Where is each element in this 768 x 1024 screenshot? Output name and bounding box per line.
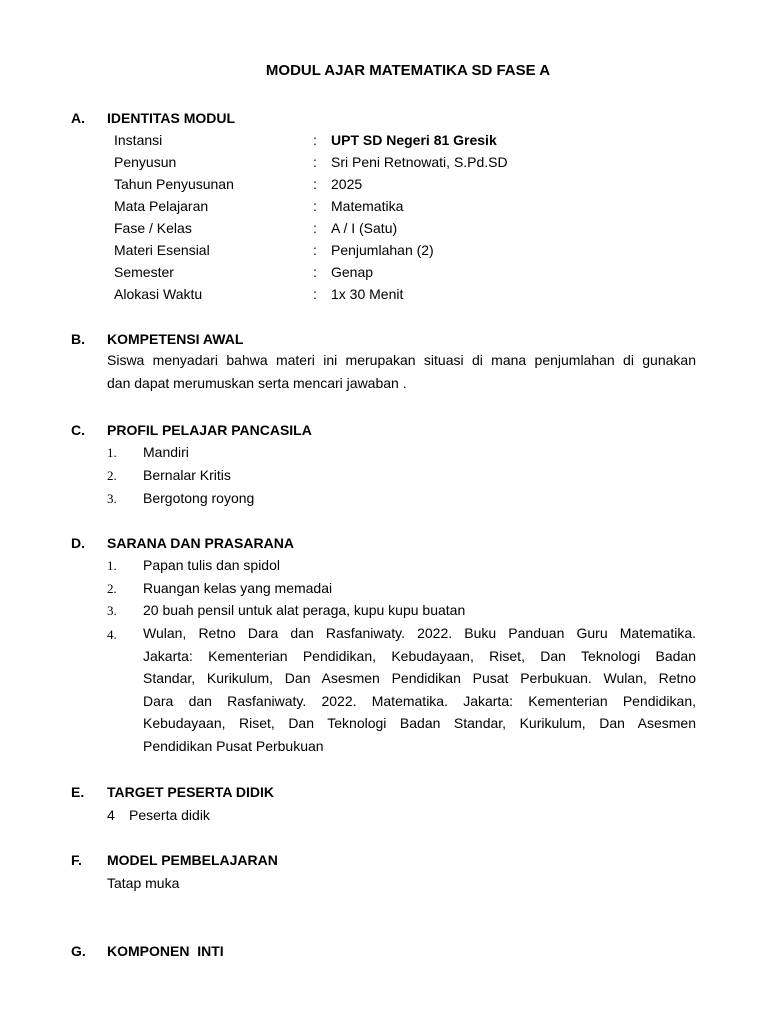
section-letter: F. (71, 852, 82, 868)
list-text: Ruangan kelas yang memadai (143, 580, 333, 596)
identity-label: Penyusun (114, 154, 177, 170)
identity-value: Genap (331, 264, 374, 280)
identity-colon: : (313, 198, 317, 214)
reference-line: Jakarta: Kementerian Pendidikan, Kebudayaan, Riset, Dan Teknologi Badan (143, 647, 696, 664)
list-number: 2. (107, 468, 117, 483)
section-heading: MODEL PEMBELAJARAN (107, 852, 278, 868)
identity-value: UPT SD Negeri 81 Gresik (331, 132, 497, 148)
identity-label: Mata Pelajaran (114, 198, 209, 214)
identity-value: Sri Peni Retnowati, S.Pd.SD (331, 154, 508, 170)
list-text: Papan tulis dan spidol (143, 557, 280, 573)
list-text: Bernalar Kritis (143, 467, 231, 483)
reference-line: Wulan, Retno Dara dan Rasfaniwaty. 2022. Buku Panduan Guru Matematika. (143, 625, 696, 641)
section-letter: G. (71, 943, 86, 959)
section-paragraph (107, 349, 696, 394)
reference-line: Dara dan Rasfaniwaty. 2022. Matematika. Jakarta: Kementerian Pendidikan, (143, 692, 696, 709)
learning-model: Tatap muka (107, 875, 180, 891)
identity-label: Semester (114, 264, 174, 280)
identity-label: Alokasi Waktu (114, 286, 203, 302)
identity-colon: : (313, 176, 317, 192)
reference-line: Kebudayaan, Riset, Dan Teknologi Badan Standar, Kurikulum, Dan Asesmen (143, 715, 696, 731)
participant-count: 4 (107, 807, 115, 823)
list-text: Mandiri (143, 444, 189, 460)
identity-value: A / I (Satu) (331, 220, 398, 236)
list-number: 3. (107, 491, 117, 506)
identity-colon: : (313, 154, 317, 170)
identity-colon: : (313, 242, 317, 258)
list-text: 20 buah pensil untuk alat peraga, kupu kupu buatan (143, 602, 466, 618)
list-text: Bergotong royong (143, 490, 255, 506)
section-letter: A. (71, 110, 85, 126)
participant-label: Peserta didik (129, 807, 210, 823)
identity-colon: : (313, 286, 317, 302)
paragraph-line: dan dapat merumuskan serta mencari jawaban . (107, 374, 407, 391)
section-heading: IDENTITAS MODUL (107, 110, 236, 126)
section-letter: B. (71, 331, 85, 347)
identity-colon: : (313, 132, 317, 148)
identity-colon: : (313, 264, 317, 280)
list-number: 2. (107, 581, 117, 596)
paragraph-line: Siswa menyadari bahwa materi ini merupakan situasi di mana penjumlahan di gunakan (107, 352, 696, 368)
identity-value: 2025 (331, 176, 363, 192)
identity-value: Penjumlahan (2) (331, 242, 434, 258)
reference-line: Standar, Kurikulum, Dan Asesmen Pendidikan Pusat Perbukuan. Wulan, Retno (143, 670, 696, 686)
identity-label: Fase / Kelas (114, 220, 192, 236)
list-number: 3. (107, 603, 117, 618)
identity-colon: : (313, 220, 317, 236)
identity-value: Matematika (331, 198, 404, 214)
section-heading: SARANA DAN PRASARANA (107, 535, 294, 551)
list-number: 1. (107, 445, 117, 460)
section-heading: KOMPETENSI AWAL (107, 331, 244, 347)
document-title: MODUL AJAR MATEMATIKA SD FASE A (265, 62, 551, 79)
section-letter: E. (71, 784, 85, 800)
section-heading: PROFIL PELAJAR PANCASILA (107, 422, 312, 438)
identity-value: 1x 30 Menit (331, 286, 404, 302)
list-number: 1. (107, 558, 117, 573)
identity-label: Tahun Penyusunan (114, 176, 234, 192)
list-text (143, 622, 696, 757)
identity-label: Instansi (114, 132, 163, 148)
reference-line: Pendidikan Pusat Perbukuan (143, 737, 324, 754)
section-heading: KOMPONEN INTI (107, 943, 224, 959)
list-number: 4. (107, 627, 117, 642)
identity-label: Materi Esensial (114, 242, 210, 258)
section-letter: D. (71, 535, 85, 551)
section-heading: TARGET PESERTA DIDIK (107, 784, 274, 800)
section-letter: C. (71, 422, 85, 438)
